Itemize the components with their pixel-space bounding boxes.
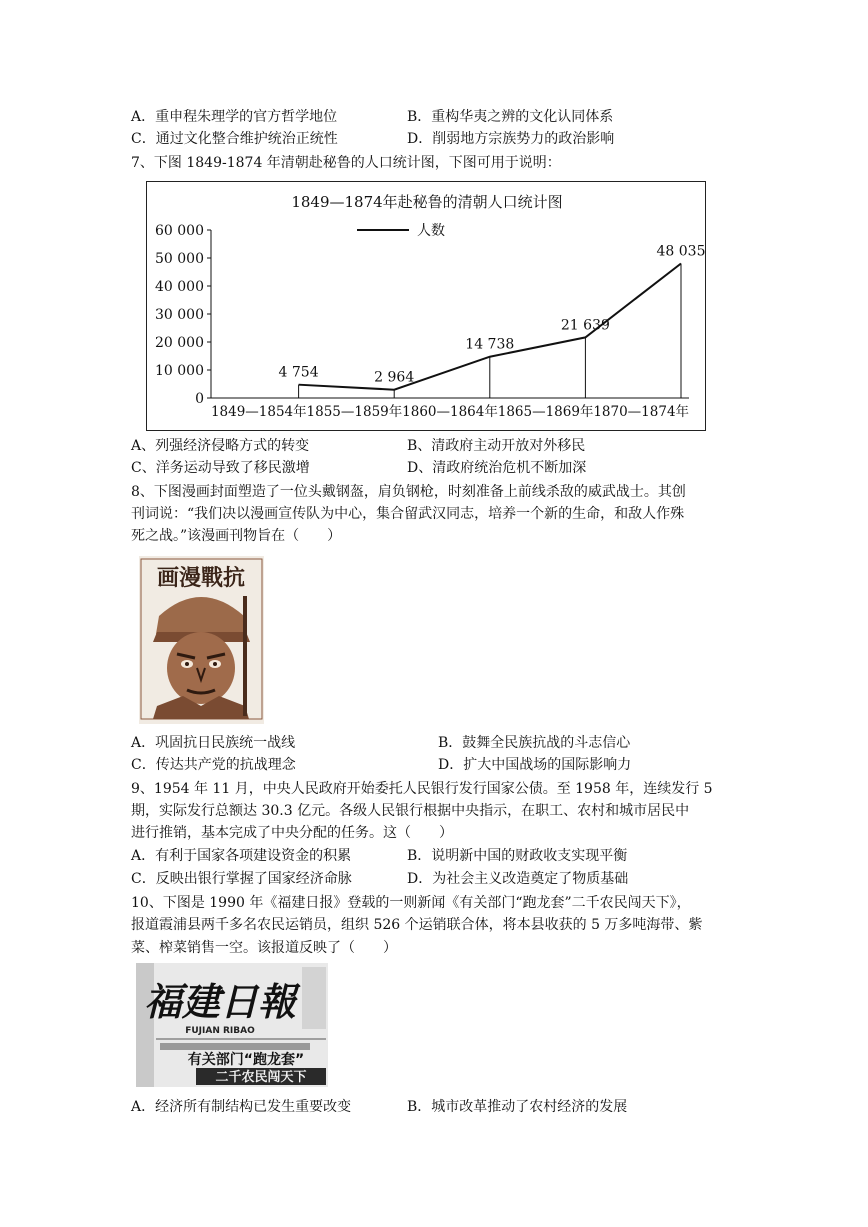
chart-marks [279,244,706,398]
data-label: 14 738 [465,336,515,353]
q8-stem-line1: 8、下图漫画封面塑造了一位头戴钢盔，肩负钢枪，时刻准备上前线杀敌的威武战士。其创 [131,484,686,500]
y-tick-label: 60 000 [155,223,204,239]
q8-stem-line3: 死之战。”该漫画刊物旨在（ ） [131,528,342,544]
q9-option-d: D．为社会主义改造奠定了物质基础 [407,871,629,887]
q10-option-b: B．城市改革推动了农村经济的发展 [407,1099,628,1115]
q6-option-d: D．削弱地方宗族势力的政治影响 [407,131,615,147]
q8-option-c: C．传达共产党的抗战理念 [131,757,296,773]
q9-option-c: C．反映出银行掌握了国家经济命脉 [131,871,352,887]
q6-option-c: C．通过文化整合维护统治正统性 [131,131,338,147]
q7-stem: 7、下图 1849-1874 年清朝赴秘鲁的人口统计图，下图可用于说明： [131,155,561,171]
data-label: 21 639 [560,317,610,334]
q6-option-a: A．重申程朱理学的官方哲学地位 [131,109,338,125]
y-tick-label: 20 000 [155,335,204,351]
q10-stem-line2: 报道霞浦县两千多名农民运销员，组织 526 个运销联合体，将本县收获的 5 万多吨海带、紫 [131,917,703,933]
q8-option-d: D．扩大中国战场的国际影响力 [438,757,632,773]
comic-cover-image [139,556,264,724]
y-tick-label: 40 000 [155,279,204,295]
q9-option-a: A．有利于国家各项建设资金的积累 [131,848,352,864]
q9-stem-line1: 9、1954 年 11 月，中央人民政府开始委托人民银行发行国家公债。至 1958 年，连续发行 5 [131,781,713,797]
x-tick-label: 1849—1854年 [210,404,307,420]
y-tick-label: 30 000 [155,307,204,323]
newspaper-pinyin: FUJIAN RIBAO [185,1026,255,1036]
q7-option-a: A、列强经济侵略方式的转变 [131,438,310,454]
x-tick-label: 1860—1864年 [402,404,498,420]
newspaper-headline-2: 二千农民闯天下 [215,1070,307,1085]
data-label: 48 035 [656,243,706,260]
x-tick-label: 1855—1859年 [306,404,403,420]
newspaper-clipping-art [136,963,328,1087]
chart-title: 1849—1874年赴秘鲁的清朝人口统计图 [291,193,563,211]
newspaper-clipping-image [136,963,328,1087]
data-label: 2 964 [374,369,415,386]
y-tick-label: 50 000 [155,251,204,267]
q10-option-a: A．经济所有制结构已发生重要改变 [131,1099,352,1115]
q10-stem-line1: 10、下图是 1990 年《福建日报》登载的一则新闻《有关部门“跑龙套”二千农民闯天下》， [131,895,691,911]
x-tick-label: 1870—1874年 [593,404,690,420]
q8-option-a: A．巩固抗日民族统一战线 [131,735,296,751]
q7-option-d: D、清政府统治危机不断加深 [407,460,587,476]
q6-option-b: B．重构华夷之辨的文化认同体系 [407,109,614,125]
y-tick-label: 0 [195,391,204,407]
y-tick-label: 10 000 [155,363,204,379]
comic-cover-art [139,556,264,724]
population-chart-svg [147,182,707,432]
q10-stem-line3: 菜、榨菜销售一空。该报道反映了（ ） [131,940,397,956]
q7-option-c: C、洋务运动导致了移民激增 [131,460,310,476]
q8-option-b: B．鼓舞全民族抗战的斗志信心 [438,735,631,751]
q7-option-b: B、清政府主动开放对外移民 [407,438,586,454]
q9-option-b: B．说明新中国的财政收支实现平衡 [407,848,628,864]
population-chart [146,181,706,431]
q8-stem-line2: 刊词说：“我们决以漫画宣传队为中心，集合留武汉同志，培养一个新的生命，和敌人作殊 [131,506,685,522]
x-tick-label: 1865—1869年 [497,404,594,420]
q9-stem-line3: 进行推销，基本完成了中央分配的任务。这（ ） [131,825,453,841]
q9-stem-line2: 期，实际发行总额达 30.3 亿元。各级人民银行根据中央指示，在职工、农村和城市居民中 [131,803,690,819]
data-label: 4 754 [278,364,319,381]
comic-cover-title: 画漫戰抗 [156,565,246,591]
legend-label: 人数 [417,223,445,239]
newspaper-masthead: 福建日報 [143,979,297,1024]
newspaper-headline-1: 有关部门“跑龙套” [187,1052,305,1068]
